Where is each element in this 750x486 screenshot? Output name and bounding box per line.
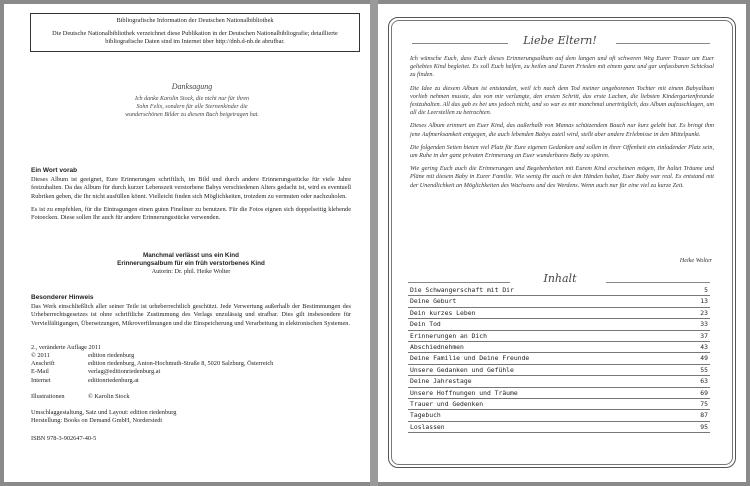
acknowledgement-heading: Danksagung [171, 82, 213, 91]
acknowledgement-line: Ich danke Karolin Stock, die nicht nur für ihren [134, 96, 250, 102]
biblio-text: Die Deutsche Nationalbibliothek verzeichnet diese Publikation in der Deutschen Nationalbibliografie; detaillierte bibliografische Daten sind im Internet über http://dnb.d-nb.de abrufbar. [52, 30, 338, 46]
book-author: Autorin: Dr. phil. Heike Wolter [151, 268, 231, 276]
toc-title: Tagebuch [410, 411, 441, 420]
toc-entry[interactable] [408, 376, 710, 387]
isbn: ISBN 978-3-902647-40-5 [31, 435, 97, 442]
imprint-key: E-Mail [31, 368, 49, 376]
imprint-row [31, 360, 351, 368]
toc-title: Unsere Gedanken und Gefühle [410, 365, 514, 374]
toc-page: 43 [700, 342, 708, 351]
illustration-key: Illustrationen [31, 393, 65, 400]
toc-title: Unsere Hoffnungen und Träume [410, 388, 518, 397]
signature: Heike Wolter [679, 257, 712, 264]
edition-line: 2., veränderte Auflage 2011 [31, 344, 101, 351]
toc-entry[interactable] [408, 365, 710, 376]
toc-title: Loslassen [410, 422, 445, 431]
toc-page: 63 [700, 377, 708, 386]
letter-body [410, 55, 714, 195]
acknowledgement-line: Sohn Felix, sondern für alle Sternenkinder die [136, 104, 248, 110]
copyright-notice [31, 294, 351, 328]
bibliographic-info-box [30, 13, 360, 52]
toc-page: 69 [700, 388, 708, 397]
book-subtitle: Erinnerungsalbum für ein früh verstorbenes Kind [117, 260, 265, 268]
imprint-row [31, 352, 351, 360]
imprint-key: Internet [31, 376, 51, 384]
imprint [31, 352, 351, 385]
foreword-paragraph: Dieses Album ist geeignet, Eure Erinnerungen schriftlich, im Bild und durch andere Erinnerungsstücke für viele Jahre festzuhalten. Da das Album für durch kurzer Lebenszeit verstorbene Babys verschiedenen Alters gedacht ist, wird es eventuell Rubriken geben, die Ihr nicht ausfüllen könnt. Vielleicht finden sich Möglichkeiten, trotzdem zu vermuten oder nachzuholen. [31, 176, 351, 200]
toc-page: 55 [700, 365, 708, 374]
acknowledgement [108, 82, 276, 119]
toc-page: 95 [700, 422, 708, 431]
toc-entry[interactable] [408, 388, 710, 399]
book-title: Manchmal verlässt uns ein Kind [143, 252, 239, 259]
toc-entry[interactable] [408, 342, 710, 353]
letter-heading: Liebe Eltern! [523, 34, 597, 47]
toc-title: Dein Tod [410, 320, 441, 329]
foreword-heading: Ein Wort vorab [31, 167, 78, 174]
toc-entry[interactable] [408, 285, 710, 296]
letter-paragraph: Wie gering Euch auch die Erinnerungen und Begebenheiten mit Eurem Kind erscheinen mögen, Ihr haltet Träume und Pläne mit diesem Baby in Eurer Familie. Wie wenig Ihr auch in den Händen haltet, Euer Baby war real. Es entstand mit der Unendlichkeit an Möglichkeiten des Wachsens und des Werdens. Wenn auch nur für eine viel zu kurze Zeit. [410, 165, 714, 189]
toc-title: Deine Jahrestage [410, 377, 472, 386]
production-credits [31, 409, 351, 425]
toc-page: 13 [700, 297, 708, 306]
imprint-value: edition riedenburg [88, 352, 135, 359]
copyright-heading: Besonderer Hinweis [31, 294, 94, 301]
toc-title: Deine Familie und Deine Freunde [410, 354, 530, 363]
letter-paragraph: Die folgenden Seiten bieten viel Platz für Eure eigenen Gedanken und sollen in ihrer Offenheit ein einladender Platz sein, um Ruhe in der ganz privaten Erinnerung an Euer wunderbares Baby zu spüren. [410, 143, 714, 160]
toc-title: Die Schwangerschaft mit Dir [410, 286, 514, 294]
toc-page: 5 [704, 286, 708, 294]
toc-title: Abschiednehmen [410, 342, 464, 351]
toc-page: 33 [700, 320, 708, 329]
production-line: Herstellung: Books on Demand GmbH, Norderstedt [31, 417, 163, 425]
toc-entry[interactable] [408, 331, 710, 342]
left-page [4, 4, 370, 482]
book-title-block [31, 252, 351, 277]
toc-page: 75 [700, 399, 708, 408]
toc-title: Dein kurzes Leben [410, 308, 476, 317]
toc-page: 23 [700, 308, 708, 317]
toc-page: 37 [700, 331, 708, 340]
table-of-contents [408, 285, 710, 433]
toc-entry[interactable] [408, 399, 710, 410]
imprint-key: Anschrift [31, 360, 55, 368]
toc-title: Trauer und Gedenken [410, 399, 484, 408]
toc-entry[interactable] [408, 308, 710, 319]
toc-title: Erinnerungen an Dich [410, 331, 487, 340]
toc-title: Deine Geburt [410, 297, 457, 306]
toc-entry[interactable] [408, 319, 710, 330]
right-page [378, 4, 746, 482]
foreword [31, 167, 351, 227]
imprint-key: © 2011 [31, 352, 50, 359]
imprint-value: verlag@editionriedenburg.at [88, 368, 161, 376]
imprint-value: editionriedenburg.at [88, 376, 139, 384]
imprint-row [31, 368, 351, 376]
imprint-row [31, 377, 351, 385]
toc-entry[interactable] [408, 353, 710, 364]
toc-heading: Inhalt [543, 272, 577, 285]
imprint-value: edition riedenburg, Anton-Hochmuth-Straße 8, 5020 Salzburg, Österreich [88, 360, 274, 368]
book-gutter [370, 0, 378, 486]
letter-paragraph: Die Idee zu diesem Album ist entstanden, weil ich nach dem Tod meiner ungeborenen Tochter mit einem Babyalbum vorlieb nehmen musste, das von mir verlangte, den ersten Schritt, das erste Lachen, die liebsten Kindergartenfreunde festzuhalten. All das gab es bei uns jedoch nicht, und so war es mir manchmal unerträglich, das Album aufzuschlagen, um all die Leerstellen zu betrachten. [410, 84, 714, 117]
toc-page: 49 [700, 354, 708, 363]
biblio-title: Bibliografische Information der Deutschen Nationalbibliothek [116, 17, 274, 24]
foreword-paragraph: Es ist zu empfehlen, für die Eintragungen einen guten Fineliner zu benutzen. Für die Fotos eignen sich doppelseitig klebende Fotoecken. Diese sollen Ihr auch für andere Erinnerungsstücke verwenden. [31, 205, 351, 222]
copyright-text: Das Werk einschließlich aller seiner Teile ist urheberrechtlich geschützt. Jede Verwertung außerhalb der Bestimmungen des Urheberrechtsgesetzes ist ohne schriftliche Zustimmung des Verlags unzulässig und strafbar. Dies gilt insbesondere für Vervielfältigungen, Übersetzungen, Mikroverfilmungen und die Einspeicherung und Verarbeitung in elektronischen Systemen. [31, 303, 351, 327]
production-line: Umschlaggestaltung, Satz und Layout: edition riedenburg [31, 409, 177, 416]
toc-page: 87 [700, 411, 708, 420]
toc-entry[interactable] [408, 422, 710, 433]
illustration-value: © Karolin Stock [88, 393, 130, 400]
letter-paragraph: Ich wünsche Euch, dass Euch dieses Erinnerungsalbum auf dem langen und oft schweren Weg Eurer Trauer um Euer geliebtes Kind begleitet. Es soll Euch helfen, zu heilen und Euren Frieden mit einem ganz und gar unfassbaren Schicksal zu finden. [410, 55, 714, 79]
toc-entry[interactable] [408, 296, 710, 307]
toc-entry[interactable] [408, 410, 710, 421]
letter-paragraph: Dieses Album erinnert an Euer Kind, das außerhalb von Mamas schützendem Bauch nur kurz gelebt hat. Es bringt ihm jene Aufmerksamkeit entgegen, die auch lebenden Babys zuteil wird, stellt aber andere Erlebnisse in den Mittelpunkt. [410, 122, 714, 138]
acknowledgement-line: wunderschönen Bilder zu diesem Buch beigetragen hat. [125, 112, 259, 118]
illustration-credit [31, 393, 351, 401]
